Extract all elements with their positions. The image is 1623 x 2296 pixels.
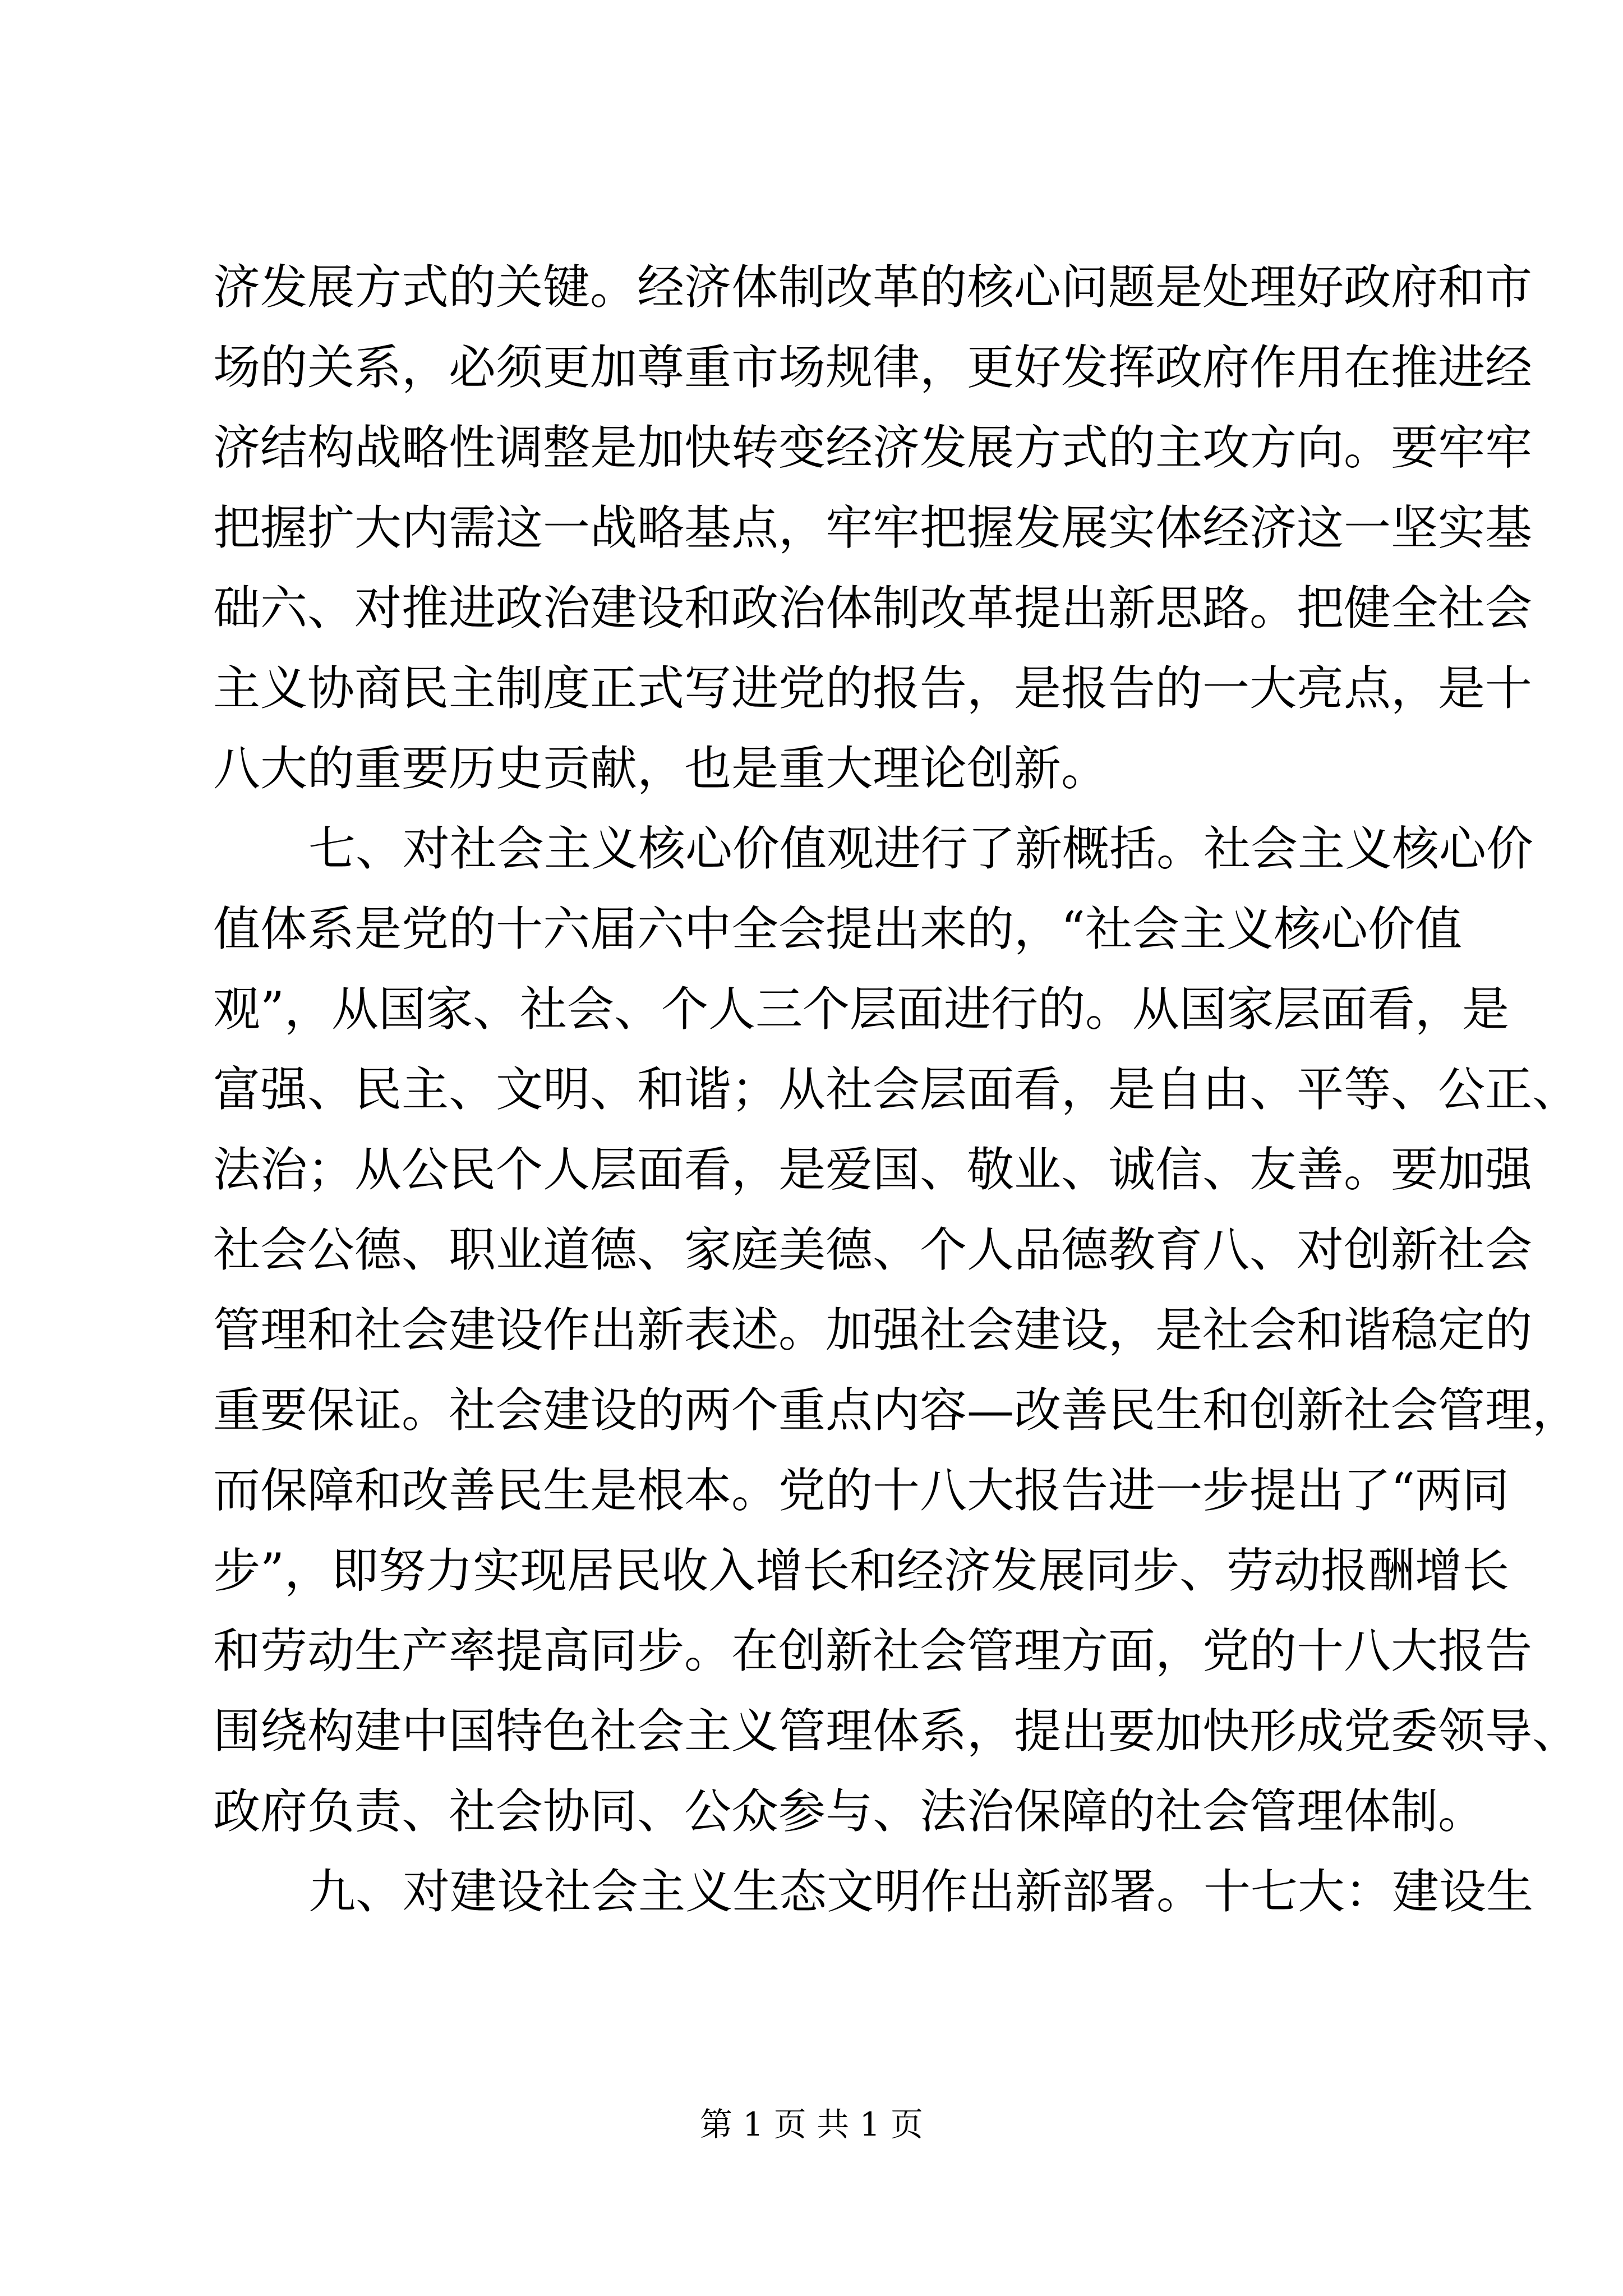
text-line: 步”，即努力实现居民收入增长和经济发展同步、劳动报酬增长 [213, 1543, 1509, 1598]
text-line: 观”，从国家、社会、个人三个层面进行的。从国家层面看，是 [213, 982, 1509, 1037]
text-line: 值体系是党的十六届六中全会提出来的，“社会主义核心价值 [213, 901, 1462, 956]
text-line: 管理和社会建设作出新表述。加强社会建设，是社会和谐稳定的 [213, 1303, 1533, 1358]
text-line: 重要保证。社会建设的两个重点内容—改善民生和创新社会管理， [213, 1383, 1580, 1438]
text-line: 围绕构建中国特色社会主义管理体系，提出要加快形成党委领导、 [213, 1704, 1580, 1759]
text-line: 而保障和改善民生是根本。党的十八大报告进一步提出了“两同 [213, 1463, 1509, 1518]
text-line: 法治；从公民个人层面看，是爱国、敬业、诚信、友善。要加强 [213, 1142, 1533, 1197]
paragraph-start-line: 九、对建设社会主义生态文明作出新部署。十七大：建设生 [308, 1864, 1534, 1919]
paragraph-start-line: 七、对社会主义核心价值观进行了新概括。社会主义核心价 [308, 821, 1534, 876]
text-line: 把握扩大内需这一战略基点，牢牢把握发展实体经济这一坚实基 [213, 500, 1533, 555]
text-line: 八大的重要历史贡献，也是重大理论创新。 [213, 741, 1109, 796]
text-line: 础六、对推进政治建设和政治体制改革提出新思路。把健全社会 [213, 581, 1533, 636]
text-line: 政府负责、社会协同、公众参与、法治保障的社会管理体制。 [213, 1784, 1486, 1839]
text-line: 场的关系，必须更加尊重市场规律，更好发挥政府作用在推进经 [213, 340, 1533, 395]
page-footer: 第 1 页 共 1 页 [700, 2105, 923, 2143]
text-line: 济发展方式的关键。经济体制改革的核心问题是处理好政府和市 [213, 260, 1533, 315]
text-line: 主义协商民主制度正式写进党的报告，是报告的一大亮点，是十 [213, 661, 1533, 716]
text-line: 和劳动生产率提高同步。在创新社会管理方面，党的十八大报告 [213, 1623, 1533, 1678]
text-line: 富强、民主、文明、和谐；从社会层面看，是自由、平等、公正、 [213, 1062, 1580, 1117]
text-line: 济结构战略性调整是加快转变经济发展方式的主攻方向。要牢牢 [213, 420, 1533, 475]
text-line: 社会公德、职业道德、家庭美德、个人品德教育八、对创新社会 [213, 1222, 1533, 1277]
